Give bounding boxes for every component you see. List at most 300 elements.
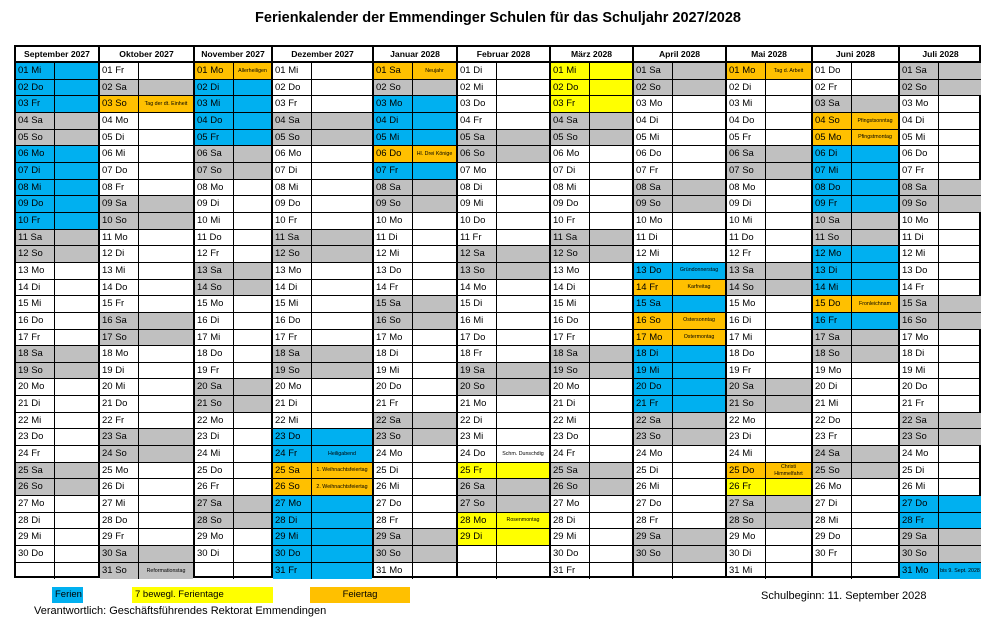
day-row — [634, 146, 725, 163]
day-cell — [100, 80, 138, 96]
weekday: Mi — [473, 81, 484, 93]
day-cell — [727, 463, 765, 479]
day-row — [100, 479, 193, 496]
day-cell — [195, 180, 233, 196]
day-cell — [900, 413, 938, 429]
weekday: Di — [828, 264, 838, 276]
day-number: 01 — [460, 65, 471, 76]
day-cell — [727, 63, 765, 79]
day-cell — [813, 446, 851, 462]
note-cell — [138, 513, 193, 529]
day-row — [458, 130, 549, 147]
day-number: 11 — [815, 231, 825, 243]
day-row — [634, 280, 725, 297]
note-cell — [138, 263, 193, 279]
note-cell — [233, 529, 271, 545]
day-row — [16, 413, 98, 430]
note-cell — [54, 146, 98, 162]
day-cell — [273, 296, 311, 312]
note-cell — [54, 446, 98, 462]
day-cell — [900, 230, 938, 246]
day-cell — [727, 180, 765, 196]
weekday: So — [649, 314, 661, 326]
day-cell — [16, 463, 54, 479]
day-number: 20 — [815, 381, 826, 393]
day-row — [273, 463, 372, 480]
note-cell — [672, 296, 725, 312]
day-cell — [195, 263, 233, 279]
day-row — [195, 146, 271, 163]
day-cell — [458, 463, 496, 479]
day-cell — [195, 196, 233, 212]
day-number: 22 — [553, 414, 564, 426]
weekday: Di — [389, 348, 399, 360]
weekday: Di — [473, 181, 483, 193]
note-cell — [589, 446, 632, 462]
note-cell — [233, 513, 271, 529]
day-number: 06 — [376, 148, 387, 160]
weekday: Fr — [472, 231, 482, 243]
day-number: 23 — [102, 431, 113, 443]
day-cell — [374, 479, 412, 495]
day-cell — [727, 313, 765, 329]
day-row — [813, 479, 898, 496]
note-cell — [233, 130, 271, 146]
note-cell — [496, 496, 549, 512]
note-cell — [412, 280, 456, 296]
day-row — [273, 130, 372, 147]
day-row — [551, 163, 632, 180]
day-number: 17 — [902, 331, 913, 343]
weekday: Fr — [915, 281, 925, 293]
day-number: 05 — [275, 131, 286, 143]
day-cell — [100, 396, 138, 412]
day-cell — [195, 313, 233, 329]
day-number: 24 — [18, 448, 29, 460]
weekday: Mo — [210, 298, 224, 310]
day-cell — [634, 80, 672, 96]
note-cell — [765, 246, 811, 262]
note-cell — [412, 546, 456, 562]
day-number: 15 — [460, 298, 471, 310]
note-cell — [672, 563, 725, 580]
day-cell — [100, 230, 138, 246]
day-number: 27 — [102, 498, 113, 510]
day-cell — [727, 130, 765, 146]
day-cell — [273, 196, 311, 212]
day-number: 20 — [376, 381, 387, 393]
day-cell — [634, 63, 672, 79]
day-number: 17 — [636, 331, 647, 343]
day-number: 03 — [18, 98, 29, 110]
weekday: Sa — [566, 464, 578, 476]
weekday: So — [31, 364, 43, 376]
note-cell — [138, 479, 193, 495]
weekday: So — [828, 464, 840, 476]
day-number: 08 — [553, 181, 564, 193]
day-number: 14 — [197, 281, 208, 293]
day-row — [374, 96, 456, 113]
note-cell — [765, 379, 811, 395]
day-number: 19 — [197, 364, 208, 376]
day-cell — [551, 429, 589, 445]
responsible-note: Verantwortlich: Geschäftsführendes Rektorat Emmendingen — [34, 605, 327, 617]
day-row — [273, 80, 372, 97]
day-cell — [374, 263, 412, 279]
holiday-label: Pfingstmontag — [858, 134, 892, 141]
day-number: 11 — [376, 231, 386, 243]
weekday: Sa — [828, 98, 840, 110]
note-cell — [412, 230, 456, 246]
day-row — [458, 446, 549, 463]
day-row — [634, 446, 725, 463]
day-cell — [273, 113, 311, 129]
day-row — [273, 280, 372, 297]
weekday: Do — [31, 548, 44, 560]
day-number: 04 — [815, 114, 826, 126]
day-cell — [195, 63, 233, 79]
note-cell — [496, 146, 549, 162]
day-row — [100, 213, 193, 230]
day-row — [100, 346, 193, 363]
day-number: 17 — [18, 331, 29, 343]
weekday: Fr — [288, 331, 298, 343]
day-cell — [458, 196, 496, 212]
weekday: Fr — [115, 181, 125, 193]
day-row — [195, 529, 271, 546]
day-row — [195, 413, 271, 430]
weekday: Do — [473, 331, 486, 343]
day-number: 21 — [902, 398, 913, 410]
note-cell — [851, 513, 898, 529]
day-number: 01 — [729, 65, 740, 76]
day-number: 12 — [553, 248, 564, 260]
weekday: Mo — [566, 381, 580, 393]
day-number: 08 — [729, 181, 740, 193]
day-cell — [551, 146, 589, 162]
day-number: 12 — [102, 248, 113, 260]
day-cell — [551, 379, 589, 395]
day-cell — [16, 513, 54, 529]
weekday: So — [566, 248, 578, 260]
day-cell — [374, 379, 412, 395]
day-cell — [195, 429, 233, 445]
note-cell — [672, 163, 725, 179]
note-cell — [311, 313, 372, 329]
day-number: 04 — [460, 114, 471, 126]
day-row — [458, 330, 549, 347]
day-cell — [374, 246, 412, 262]
note-cell — [938, 180, 981, 196]
note-cell — [765, 80, 811, 96]
day-cell — [458, 513, 496, 529]
note-cell — [765, 513, 811, 529]
note-cell — [412, 479, 456, 495]
day-number: 24 — [553, 448, 564, 460]
note-cell — [311, 463, 372, 479]
day-cell — [900, 96, 938, 112]
day-cell — [551, 513, 589, 529]
day-number: 03 — [902, 98, 913, 110]
day-row — [16, 246, 98, 263]
day-number: 07 — [902, 164, 913, 176]
note-cell — [412, 180, 456, 196]
weekday: Fr — [566, 98, 576, 110]
day-cell — [551, 180, 589, 196]
weekday: Sa — [389, 181, 401, 193]
day-cell — [458, 313, 496, 329]
day-row — [813, 213, 898, 230]
weekday: Mo — [742, 414, 756, 426]
weekday: Di — [389, 464, 399, 476]
day-cell — [727, 80, 765, 96]
holiday-label: Fronleichnam — [858, 300, 892, 307]
weekday: Mo — [915, 448, 929, 460]
day-cell — [813, 246, 851, 262]
note-cell — [938, 230, 981, 246]
day-row — [100, 80, 193, 97]
day-row — [813, 63, 898, 80]
day-number: 13 — [460, 264, 471, 276]
note-cell — [412, 246, 456, 262]
note-cell — [496, 396, 549, 412]
day-number: 02 — [376, 81, 387, 93]
note-cell — [589, 146, 632, 162]
note-cell — [765, 213, 811, 229]
holiday-label: Pfingstsonntag — [857, 117, 893, 124]
day-cell — [16, 280, 54, 296]
day-number: 17 — [553, 331, 564, 343]
weekday: Mo — [31, 381, 45, 393]
weekday: So — [828, 114, 840, 126]
day-cell — [900, 280, 938, 296]
weekday: So — [566, 131, 578, 143]
weekday: Sa — [389, 414, 401, 426]
day-cell — [727, 96, 765, 112]
note-cell — [138, 346, 193, 362]
weekday: Mo — [389, 448, 403, 460]
weekday: So — [828, 348, 840, 360]
day-row — [195, 130, 271, 147]
day-number: 11 — [636, 231, 646, 243]
note-cell — [311, 513, 372, 529]
day-row — [16, 96, 98, 113]
day-cell — [900, 563, 938, 580]
weekday: Di — [473, 298, 483, 310]
weekday: Do — [915, 264, 928, 276]
day-row — [16, 146, 98, 163]
day-cell — [100, 263, 138, 279]
weekday: Mo — [828, 364, 842, 376]
day-row — [16, 446, 98, 463]
note-cell — [589, 330, 632, 346]
day-cell — [551, 246, 589, 262]
note-cell — [765, 363, 811, 379]
day-cell — [195, 463, 233, 479]
note-cell — [589, 246, 632, 262]
day-row — [273, 396, 372, 413]
day-cell — [727, 296, 765, 312]
day-number: 16 — [460, 314, 471, 326]
day-cell — [374, 546, 412, 562]
note-cell — [311, 163, 372, 179]
day-row — [16, 280, 98, 297]
day-cell — [458, 479, 496, 495]
day-cell — [551, 363, 589, 379]
day-cell — [16, 313, 54, 329]
day-row — [900, 346, 981, 363]
day-number: 21 — [729, 398, 740, 410]
day-number: 25 — [553, 464, 564, 476]
day-cell — [551, 396, 589, 412]
day-cell — [273, 246, 311, 262]
day-row — [900, 263, 981, 280]
day-cell — [16, 330, 54, 346]
day-row — [551, 396, 632, 413]
day-cell — [100, 196, 138, 212]
note-cell — [851, 446, 898, 462]
weekday: So — [649, 198, 661, 210]
day-row — [100, 113, 193, 130]
note-cell — [311, 96, 372, 112]
day-cell — [195, 379, 233, 395]
day-number: 06 — [729, 148, 740, 160]
day-number: 23 — [376, 431, 387, 443]
weekday: Do — [742, 114, 755, 126]
weekday: Sa — [649, 181, 661, 193]
day-cell — [551, 296, 589, 312]
day-cell — [16, 429, 54, 445]
weekday: Mo — [473, 164, 487, 176]
day-row — [458, 263, 549, 280]
weekday: Sa — [742, 498, 754, 510]
weekday: Mo — [210, 65, 224, 76]
day-number: 07 — [275, 164, 286, 176]
day-row — [727, 413, 811, 430]
day-row — [16, 313, 98, 330]
day-cell — [195, 246, 233, 262]
weekday: Sa — [288, 114, 300, 126]
day-number: 20 — [275, 381, 286, 393]
day-number: 05 — [815, 131, 826, 143]
note-cell — [589, 429, 632, 445]
day-row — [16, 113, 98, 130]
weekday: Mi — [828, 514, 839, 526]
note-cell — [138, 330, 193, 346]
day-row — [195, 513, 271, 530]
day-number: 29 — [102, 531, 113, 543]
day-row — [458, 146, 549, 163]
weekday: So — [742, 514, 754, 526]
day-cell — [100, 479, 138, 495]
day-number: 28 — [102, 514, 113, 526]
day-number: 16 — [275, 314, 286, 326]
day-row — [551, 330, 632, 347]
weekday: Fr — [566, 331, 576, 343]
weekday: Di — [473, 414, 483, 426]
weekday: Fr — [389, 514, 399, 526]
note-cell — [311, 146, 372, 162]
note-cell — [851, 146, 898, 162]
day-number: 21 — [815, 398, 826, 410]
day-cell — [195, 80, 233, 96]
day-cell — [273, 330, 311, 346]
day-number: 14 — [18, 281, 29, 293]
day-row — [900, 296, 981, 313]
day-cell — [16, 396, 54, 412]
weekday: Di — [31, 164, 41, 176]
month-header: Mai 2028 — [727, 47, 811, 63]
day-cell — [100, 529, 138, 545]
day-cell — [458, 330, 496, 346]
day-row — [16, 263, 98, 280]
note-cell — [765, 496, 811, 512]
day-row — [634, 479, 725, 496]
day-number: 14 — [902, 281, 913, 293]
day-number: 10 — [729, 214, 740, 226]
note-cell — [765, 313, 811, 329]
day-row — [900, 113, 981, 130]
day-number: 16 — [815, 314, 826, 326]
day-cell — [16, 246, 54, 262]
weekday: Sa — [389, 298, 401, 310]
day-row — [374, 130, 456, 147]
weekday: Fr — [828, 81, 838, 93]
day-row — [195, 330, 271, 347]
day-row — [458, 180, 549, 197]
day-cell — [16, 496, 54, 512]
day-cell — [634, 230, 672, 246]
note-cell — [412, 529, 456, 545]
day-row — [195, 479, 271, 496]
weekday: Do — [210, 348, 223, 360]
day-number: 25 — [376, 464, 387, 476]
month-column — [193, 47, 271, 576]
day-row — [900, 63, 981, 80]
day-row — [551, 463, 632, 480]
weekday: Sa — [473, 481, 485, 493]
month-column — [811, 47, 898, 576]
day-row — [727, 296, 811, 313]
weekday: Mo — [288, 381, 302, 393]
day-row — [551, 246, 632, 263]
note-cell — [496, 246, 549, 262]
weekday: Fr — [828, 548, 838, 560]
note-cell — [311, 296, 372, 312]
day-cell — [813, 496, 851, 512]
note-cell — [311, 63, 372, 79]
day-number: 11 — [102, 231, 112, 243]
day-cell — [273, 80, 311, 96]
note-cell — [496, 113, 549, 129]
day-number: 28 — [553, 514, 564, 526]
holiday-label: 2. Weihnachtsfeiertag — [316, 483, 368, 490]
note-cell — [851, 96, 898, 112]
note-cell — [765, 263, 811, 279]
day-number: 09 — [553, 198, 564, 210]
note-cell — [496, 263, 549, 279]
note-cell — [672, 513, 725, 529]
day-cell — [273, 346, 311, 362]
weekday: Do — [742, 348, 755, 360]
note-cell — [589, 513, 632, 529]
day-cell — [195, 529, 233, 545]
note-cell — [54, 463, 98, 479]
day-number: 10 — [275, 214, 286, 226]
weekday: Fr — [31, 448, 41, 460]
day-row — [100, 163, 193, 180]
weekday: Do — [288, 314, 301, 326]
